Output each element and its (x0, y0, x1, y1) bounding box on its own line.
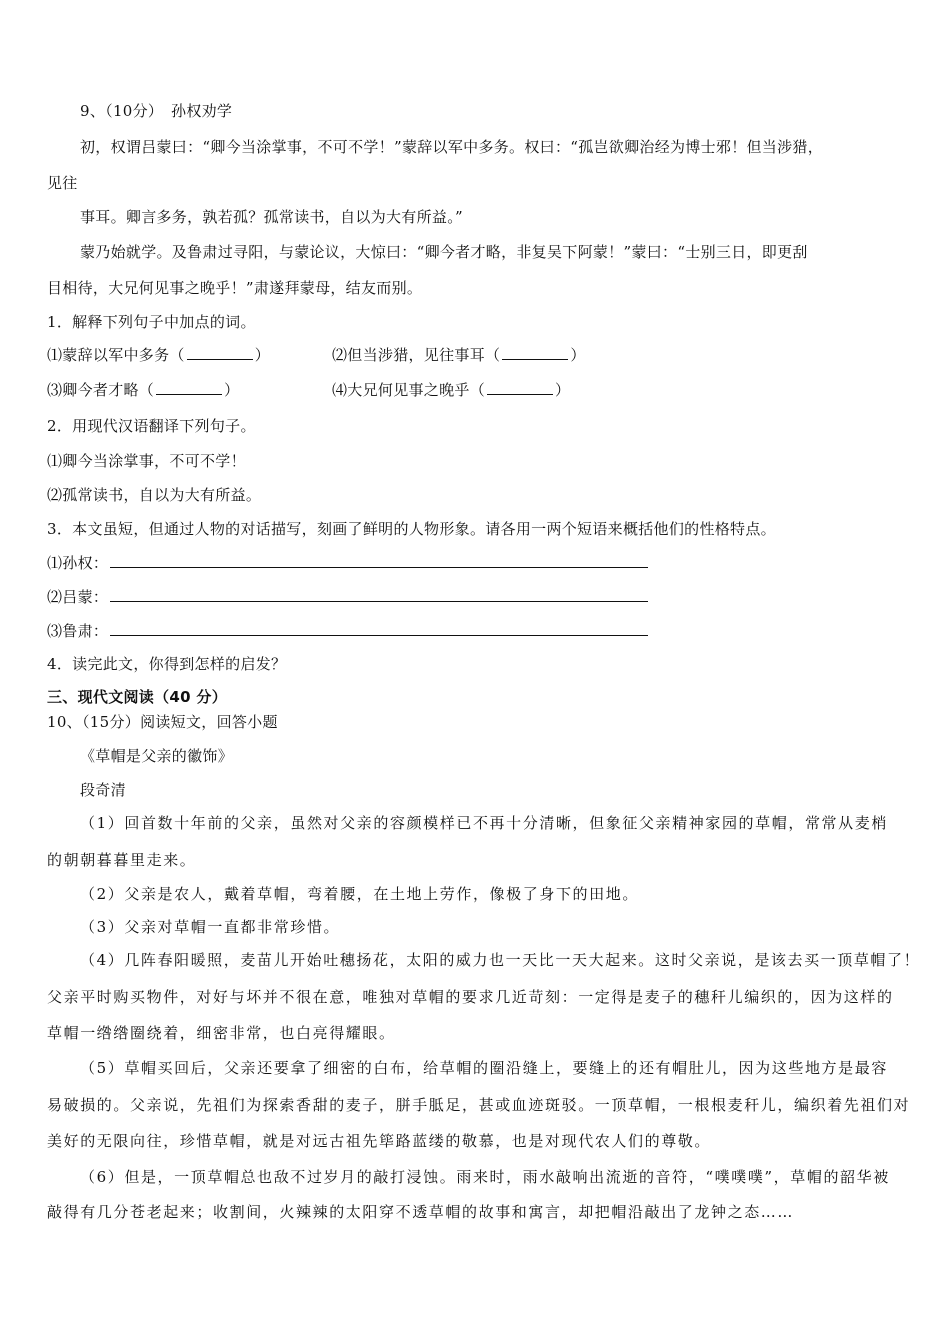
answer-blank[interactable] (502, 345, 568, 360)
q10-article-title: 《草帽是父亲的徽饰》 (80, 747, 234, 765)
section3-title: 三、现代文阅读（40 分） (47, 688, 227, 706)
answer-blank[interactable] (187, 345, 253, 360)
q9-subq1-item3: ⑶卿今者才略（ ） (47, 381, 240, 399)
q10-author: 段奇清 (80, 781, 126, 799)
q9-subq2: 2．用现代汉语翻译下列句子。 (47, 417, 256, 435)
q10-para4-line2: 父亲平时购买物件，对好与坏并不很在意，唯独对草帽的要求几近苛刻：一定得是麦子的穗秆儿编织的，因为这样的 (47, 988, 894, 1006)
q9-subq1-item4: ⑷大兄何见事之晚乎（ ） (332, 381, 571, 399)
q10-para1-line2: 的朝朝暮暮里走来。 (47, 851, 197, 869)
q9-subq1-item2: ⑵但当涉猎，见往事耳（ ） (332, 346, 586, 364)
q10-para5-line3: 美好的无限向往，珍惜草帽，就是对远古祖先筚路蓝缕的敬慕，也是对现代农人们的尊敬。 (47, 1132, 712, 1150)
q9-subq3-item2: ⑵吕蒙： (47, 587, 648, 607)
q10-para1-line1: （1）回首数十年前的父亲，虽然对父亲的容颜模样已不再十分清晰，但象征父亲精神家园的草帽，常常从麦梢 (80, 814, 888, 832)
q10-para4-line1: （4）几阵春阳暖照，麦苗儿开始吐穗扬花，太阳的威力也一天比一天大起来。这时父亲说，是该去买一顶草帽了！ (80, 951, 921, 969)
q10-para6-line1: （6）但是，一顶草帽总也敌不过岁月的敲打浸蚀。雨来时，雨水敲响出流逝的音符，“噗噗噗”，草帽的韶华被 (80, 1168, 890, 1186)
q9-subq4: 4．读完此文，你得到怎样的启发？ (47, 655, 287, 673)
q9-subq3-item1: ⑴孙权： (47, 553, 648, 573)
q10-para6-line2: 敲得有几分苍老起来；收割间，火辣辣的太阳穿不透草帽的故事和寓言，却把帽沿敲出了龙钟之态…… (47, 1203, 795, 1221)
q9-para1-line1: 初，权谓吕蒙曰：“卿今当涂掌事，不可不学！”蒙辞以军中多务。权曰：“孤岂欲卿治经为博士邪！但当涉猎， (80, 138, 824, 156)
q10-para3: （3）父亲对草帽一直都非常珍惜。 (80, 918, 341, 936)
q9-subq1: 1．解释下列句子中加点的词。 (47, 313, 256, 331)
q9-subq3: 3．本文虽短，但通过人物的对话描写，刻画了鲜明的人物形象。请各用一两个短语来概括他们的性格特点。 (47, 520, 776, 538)
q10-header: 10、（15分）阅读短文，回答小题 (47, 713, 278, 731)
q10-para5-line2: 易破损的。父亲说，先祖们为探索香甜的麦子，胼手胝足，甚或血迹斑驳。一顶草帽，一根根麦秆儿，编织着先祖们对 (47, 1096, 911, 1114)
answer-line[interactable] (110, 621, 648, 636)
q9-para1-line2: 见往 (47, 174, 78, 192)
q9-header: 9、（10分） 孙权劝学 (80, 102, 233, 120)
q9-subq3-item3: ⑶鲁肃： (47, 621, 648, 641)
q10-para5-line1: （5）草帽买回后，父亲还要拿了细密的白布，给草帽的圈沿缝上，要缝上的还有帽肚儿，因为这些地方是最容 (80, 1059, 888, 1077)
answer-line[interactable] (110, 553, 648, 568)
q9-subq2-item2: ⑵孤常读书，自以为大有所益。 (47, 486, 262, 504)
q10-para2: （2）父亲是农人，戴着草帽，弯着腰，在土地上劳作，像极了身下的田地。 (80, 885, 639, 903)
q9-para2-line2: 目相待，大兄何见事之晚乎！”肃遂拜蒙母，结友而别。 (47, 279, 423, 297)
q9-para1-line3: 事耳。卿言多务，孰若孤？孤常读书，自以为大有所益。” (80, 208, 463, 226)
answer-blank[interactable] (487, 380, 553, 395)
q10-para4-line3: 草帽一绺绺圈绕着，细密非常，也白亮得耀眼。 (47, 1024, 396, 1042)
q9-subq1-item1: ⑴蒙辞以军中多务（ ） (47, 346, 271, 364)
q9-subq2-item1: ⑴卿今当涂掌事，不可不学！ (47, 452, 246, 470)
q9-para2-line1: 蒙乃始就学。及鲁肃过寻阳，与蒙论议，大惊曰：“卿今者才略，非复吴下阿蒙！”蒙曰：“士别三日，即更刮 (80, 243, 808, 261)
answer-line[interactable] (110, 587, 648, 602)
answer-blank[interactable] (156, 380, 222, 395)
